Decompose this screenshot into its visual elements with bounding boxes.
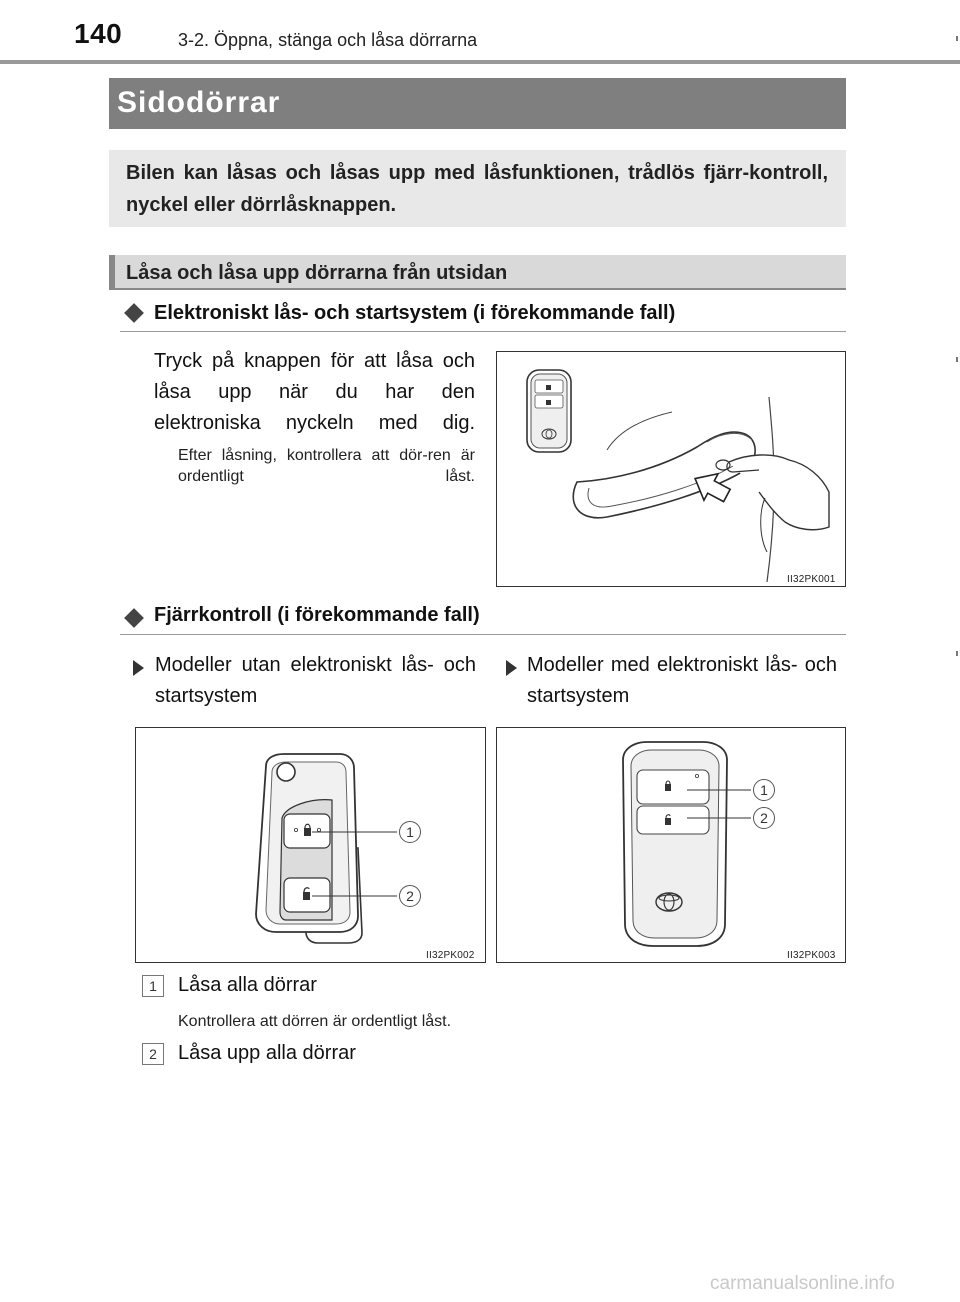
diamond-bullet-icon [124, 303, 144, 323]
legend-item-1-label: Låsa alla dörrar [178, 974, 317, 996]
legend-item-1-note: Kontrollera att dörren är ordentligt låst. [178, 1013, 452, 1030]
col-right-label [527, 650, 837, 712]
smart-entry-body: Tryck på knappen för att låsa och låsa upp när du har den elektroniska nyckeln med dig. [154, 350, 475, 434]
callout-2: 2 [399, 885, 421, 907]
heading-rule [120, 331, 846, 332]
section-title: Sidodörrar [117, 86, 281, 119]
triangle-bullet-icon [133, 660, 144, 676]
subsection-title: Låsa och låsa upp dörrarna från utsidan [126, 262, 508, 284]
subsection-bar-line [109, 288, 846, 290]
page-number: 140 [74, 18, 123, 49]
callout-1: 1 [399, 821, 421, 843]
door-handle-illustration [497, 352, 845, 586]
running-header: 3-2. Öppna, stänga och låsa dörrarna [178, 30, 478, 50]
edge-tick [956, 651, 958, 656]
diamond-bullet-icon [124, 608, 144, 628]
legend-item-2-label: Låsa upp alla dörrar [178, 1042, 356, 1064]
remote-heading: Fjärrkontroll (i förekommande fall) [154, 604, 480, 626]
legend-number-2: 2 [142, 1043, 164, 1065]
col-right-label-text: Modeller med elektroniskt lås- och startsystem [527, 654, 837, 707]
legend-number-1: 1 [142, 975, 164, 997]
figure-door-handle [496, 351, 846, 587]
figure-flip-key [135, 727, 486, 963]
smart-entry-heading: Elektroniskt lås- och startsystem (i förekommande fall) [154, 302, 676, 324]
smart-key-illustration [497, 728, 845, 962]
col-left-label-text: Modeller utan elektroniskt lås- och startsystem [155, 654, 476, 707]
callout-1: 1 [753, 779, 775, 801]
edge-tick [956, 36, 958, 41]
flip-key-illustration [136, 728, 485, 962]
col-left-label [155, 650, 476, 712]
subsection-bar-accent [109, 255, 115, 290]
figure-code: II32PK002 [426, 950, 475, 961]
callout-2: 2 [753, 807, 775, 829]
edge-tick [956, 357, 958, 362]
figure-code: II32PK003 [787, 950, 836, 961]
header-rule [0, 60, 960, 64]
smart-entry-note: Efter låsning, kontrollera att dör-ren är ordentligt låst. [178, 447, 475, 485]
intro-text: Bilen kan låsas och låsas upp med låsfunktionen, trådlös fjärr-kontroll, nyckel eller dörrlåsknappen. [126, 162, 828, 216]
watermark: carmanualsonline.info [710, 1273, 895, 1294]
figure-code: II32PK001 [787, 574, 836, 585]
figure-smart-key [496, 727, 846, 963]
heading-rule [120, 634, 846, 635]
triangle-bullet-icon [506, 660, 517, 676]
